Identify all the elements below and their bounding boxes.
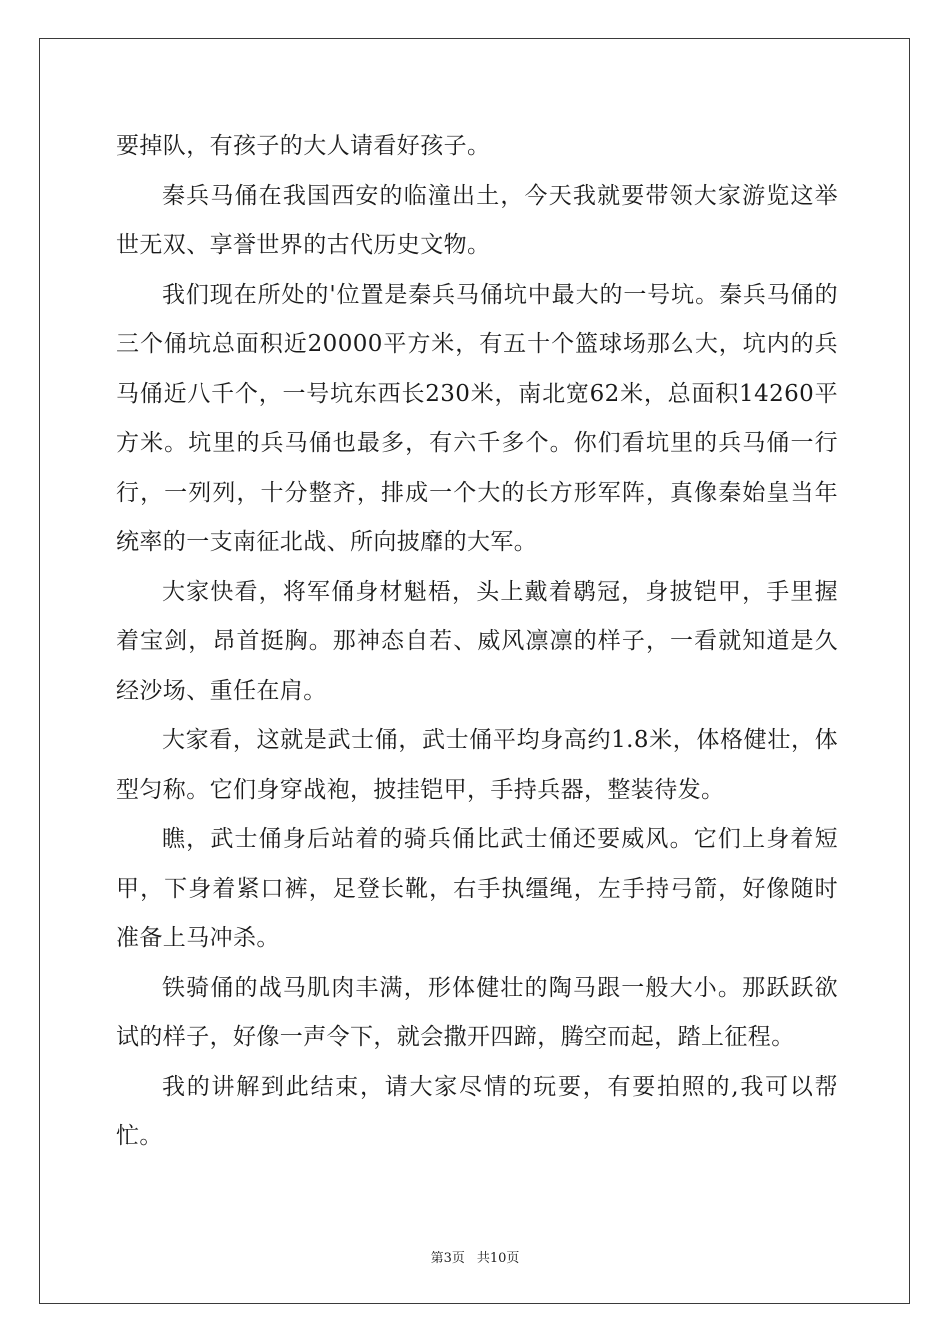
paragraph-4: 大家快看，将军俑身材魁梧，头上戴着鹖冠，身披铠甲，手里握着宝剑，昂首挺胸。那神态自若、威风凛凛的样子，一看就知道是久经沙场、重任在肩。	[116, 578, 838, 704]
paragraph-7: 铁骑俑的战马肌肉丰满，形体健壮的陶马跟一般大小。那跃跃欲试的样子，好像一声令下，就会撒开四蹄，腾空而起，踏上征程。	[116, 974, 838, 1050]
page-number: 第3页	[430, 1251, 465, 1266]
paragraph-5: 大家看，这就是武士俑，武士俑平均身高约1.8米，体格健壮，体型匀称。它们身穿战袍，披挂铠甲，手持兵器，整装待发。	[116, 727, 838, 803]
paragraph-3: 我们现在所处的'位置是秦兵马俑坑中最大的一号坑。秦兵马俑的三个俑坑总面积近20000平方米，有五十个篮球场那么大，坑内的兵马俑近八千个，一号坑东西长230米，南北宽62米，总面积14260平方米。坑里的兵马俑也最多，有六千多个。你们看坑里的兵马俑一行行，一列列，十分整齐，排成一个大的长方形军阵，真像秦始皇当年统率的一支南征北战、所向披靡的大军。	[116, 281, 838, 555]
paragraph-1: 要掉队，有孩子的大人请看好孩子。	[116, 133, 491, 159]
page-footer	[0, 1247, 950, 1266]
page-total: 共10页	[476, 1251, 520, 1266]
paragraph-8: 我的讲解到此结束，请大家尽情的玩要，有要拍照的,我可以帮忙。	[116, 1073, 838, 1149]
paragraph-6: 瞧，武士俑身后站着的骑兵俑比武士俑还要威风。它们上身着短甲，下身着紧口裤，足登长靴，右手执缰绳，左手持弓箭，好像随时准备上马冲杀。	[116, 826, 838, 951]
paragraph-2: 秦兵马俑在我国西安的临潼出土，今天我就要带领大家游览这举世无双、享誉世界的古代历史文物。	[116, 182, 838, 258]
document-body	[116, 122, 838, 1162]
